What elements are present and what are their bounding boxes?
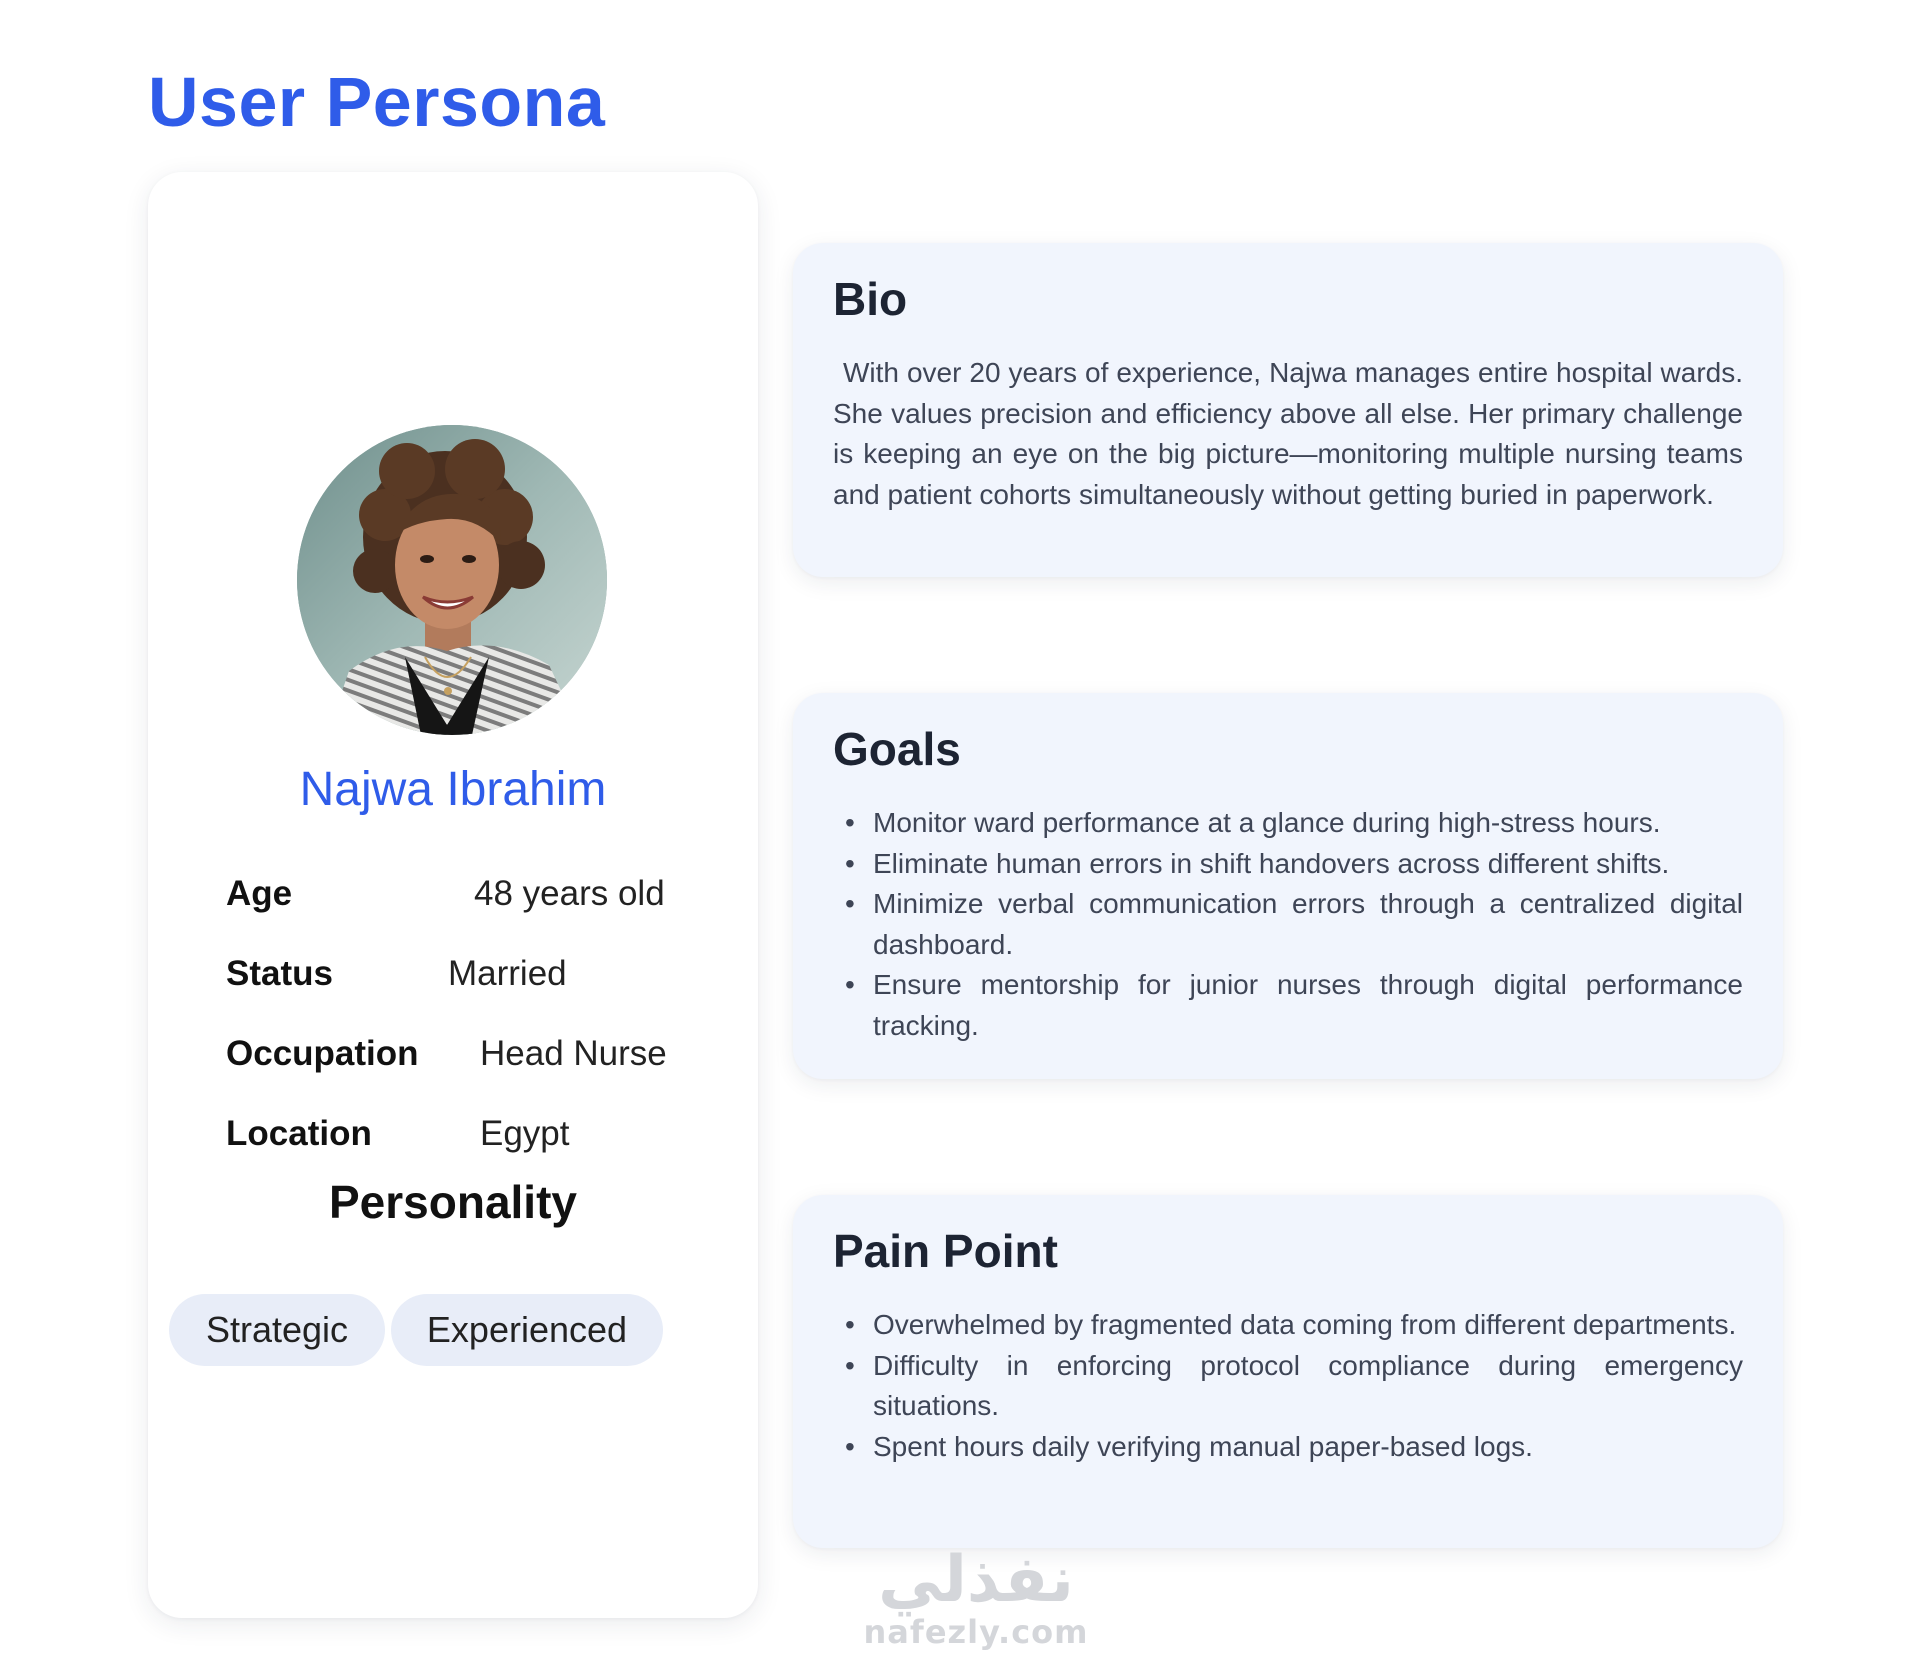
personality-tag-strategic: Strategic — [169, 1294, 385, 1366]
status-value: Married — [448, 954, 567, 993]
occupation-value: Head Nurse — [480, 1034, 667, 1073]
pain-point-item: • Overwhelmed by fragmented data coming from different departments. — [833, 1305, 1743, 1346]
personality-title: Personality — [329, 1176, 577, 1228]
watermark-latin: nafezly.com — [863, 1613, 1089, 1651]
pain-point-item: • Difficulty in enforcing protocol compliance during emergency situations. — [833, 1346, 1743, 1427]
location-label: Location — [226, 1114, 372, 1153]
watermark-logo — [856, 1545, 1096, 1649]
goals-title: Goals — [833, 723, 961, 775]
status-label: Status — [226, 954, 333, 993]
goals-list — [833, 803, 1743, 1046]
profile-card — [148, 172, 758, 1618]
goal-item: • Monitor ward performance at a glance during high-stress hours. — [833, 803, 1743, 844]
age-value: 48 years old — [474, 874, 665, 913]
goal-item: • Ensure mentorship for junior nurses through digital performance tracking. — [833, 965, 1743, 1046]
personality-tag-experienced: Experienced — [391, 1294, 663, 1366]
age-label: Age — [226, 874, 293, 913]
goal-item: • Eliminate human errors in shift handovers across different shifts. — [833, 844, 1743, 885]
page-title: User Persona — [148, 63, 606, 141]
bio-text: With over 20 years of experience, Najwa manages entire hospital wards. She values precision and efficiency above all else. Her primary challenge is keeping an eye on the big picture—monitoring multiple nursing teams and patient cohorts simultaneously without getting buried in paperwork. — [833, 357, 1743, 510]
bio-card — [793, 243, 1783, 577]
pain-point-item: • Spent hours daily verifying manual paper-based logs. — [833, 1427, 1743, 1468]
location-value: Egypt — [480, 1114, 570, 1153]
watermark-arabic: نفذلي — [878, 1543, 1074, 1617]
avatar-photo — [297, 425, 607, 735]
occupation-label: Occupation — [226, 1034, 419, 1073]
goals-card — [793, 693, 1783, 1079]
pain-point-card — [793, 1195, 1783, 1548]
pain-point-list — [833, 1305, 1743, 1467]
bio-title: Bio — [833, 273, 908, 325]
goal-item: • Minimize verbal communication errors through a centralized digital dashboard. — [833, 884, 1743, 965]
pain-point-title: Pain Point — [833, 1225, 1058, 1277]
avatar — [297, 425, 607, 735]
persona-name: Najwa Ibrahim — [299, 763, 607, 816]
